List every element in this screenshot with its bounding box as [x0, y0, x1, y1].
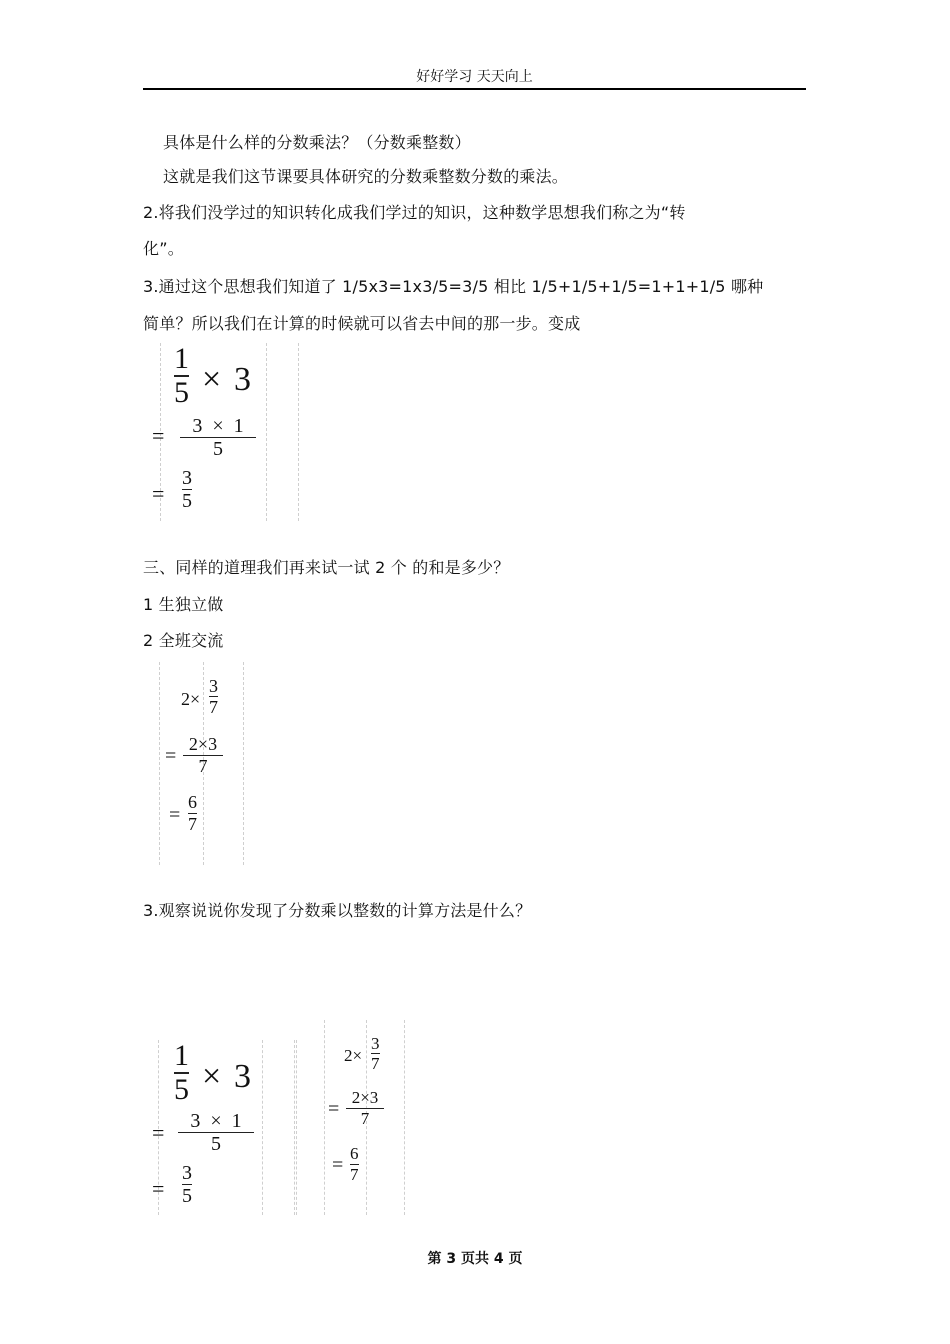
equals-sign: = — [328, 1098, 340, 1120]
fraction-result — [182, 467, 192, 512]
dashed-guide — [262, 1040, 263, 1215]
times-sign: × — [202, 1058, 222, 1095]
numerator: 3 — [182, 1162, 192, 1184]
fraction-step — [180, 415, 256, 460]
denominator: 7 — [371, 1054, 380, 1073]
header-rule — [143, 88, 806, 90]
numerator: 6 — [188, 792, 197, 812]
numerator: 3 — [209, 676, 218, 696]
dashed-guide — [404, 1020, 405, 1215]
fraction-result — [188, 792, 197, 835]
equals-sign: = — [152, 1176, 165, 1201]
paragraph-1: 具体是什么样的分数乘法？（分数乘整数） — [163, 133, 471, 152]
denominator: 5 — [182, 1185, 192, 1207]
math-block-3 — [150, 1040, 310, 1218]
fraction-step — [183, 734, 223, 777]
paragraph-6: 1 生独立做 — [143, 595, 224, 614]
fraction-result — [182, 1162, 192, 1207]
times-sign: × — [202, 361, 222, 398]
denominator: 7 — [209, 697, 218, 717]
fraction-one-fifth — [174, 343, 189, 409]
math-block-2 — [155, 662, 255, 867]
fraction-one-fifth — [174, 1040, 189, 1106]
dashed-guide — [298, 343, 299, 521]
denominator: 5 — [211, 1133, 221, 1155]
numerator: 2×3 — [351, 1088, 379, 1107]
paragraph-2: 这就是我们这节课要具体研究的分数乘整数分数的乘法。 — [163, 167, 569, 186]
denominator: 7 — [198, 756, 208, 776]
numerator: 1 — [174, 1039, 189, 1072]
fraction-step — [178, 1110, 254, 1155]
two-times: 2× — [181, 689, 201, 709]
equals-sign: = — [152, 1120, 165, 1145]
denominator: 5 — [213, 438, 223, 460]
denominator: 7 — [350, 1165, 359, 1184]
equals-sign: = — [152, 481, 165, 506]
numerator: 2×3 — [188, 734, 218, 754]
numerator: 1 — [174, 342, 189, 375]
fraction-three-sevenths — [371, 1034, 380, 1073]
math-block-1 — [150, 343, 310, 523]
dashed-guide — [159, 662, 160, 865]
denominator: 5 — [182, 490, 192, 512]
paragraph-4a: 3.通过这个思想我们知道了 1/5x3=1x3/5=3/5 相比 1/5+1/5+1/5=1+1+1/5 哪种 — [143, 277, 764, 296]
page-header: 好好学习 天天向上 — [416, 69, 533, 85]
denominator: 7 — [188, 814, 197, 834]
denominator: 7 — [360, 1109, 370, 1128]
math-block-4 — [290, 1020, 410, 1215]
paragraph-8: 3.观察说说你发现了分数乘以整数的计算方法是什么？ — [143, 901, 532, 920]
dashed-guide — [324, 1020, 325, 1215]
numerator: 3 × 1 — [190, 1110, 242, 1132]
equals-sign: = — [152, 423, 165, 448]
fraction-step — [346, 1088, 384, 1129]
fraction-result — [350, 1144, 359, 1185]
paragraph-5: 三、同样的道理我们再来试一试 2 个 的和是多少？ — [143, 558, 510, 577]
dashed-guide — [266, 343, 267, 521]
two-times: 2× — [344, 1046, 363, 1065]
numerator: 6 — [350, 1144, 359, 1163]
paragraph-4b: 简单？所以我们在计算的时候就可以省去中间的那一步。变成 — [143, 314, 581, 333]
multiplier: 3 — [234, 1058, 251, 1095]
multiplier: 3 — [234, 361, 251, 398]
equals-sign: = — [165, 745, 177, 767]
dashed-guide — [294, 1040, 295, 1215]
equals-sign: = — [169, 804, 181, 826]
numerator: 3 — [182, 467, 192, 489]
paragraph-3a: 2.将我们没学过的知识转化成我们学过的知识，这种数学思想我们称之为“转 — [143, 203, 686, 222]
paragraph-7: 2 全班交流 — [143, 631, 224, 650]
denominator: 5 — [174, 376, 189, 409]
page-footer: 第 3 页共 4 页 — [427, 1251, 523, 1267]
equals-sign: = — [332, 1154, 344, 1176]
fraction-three-sevenths — [209, 676, 218, 717]
paragraph-3b: 化”。 — [143, 239, 184, 258]
denominator: 5 — [174, 1073, 189, 1106]
dashed-guide — [243, 662, 244, 865]
numerator: 3 — [371, 1034, 380, 1053]
numerator: 3 × 1 — [192, 415, 244, 437]
